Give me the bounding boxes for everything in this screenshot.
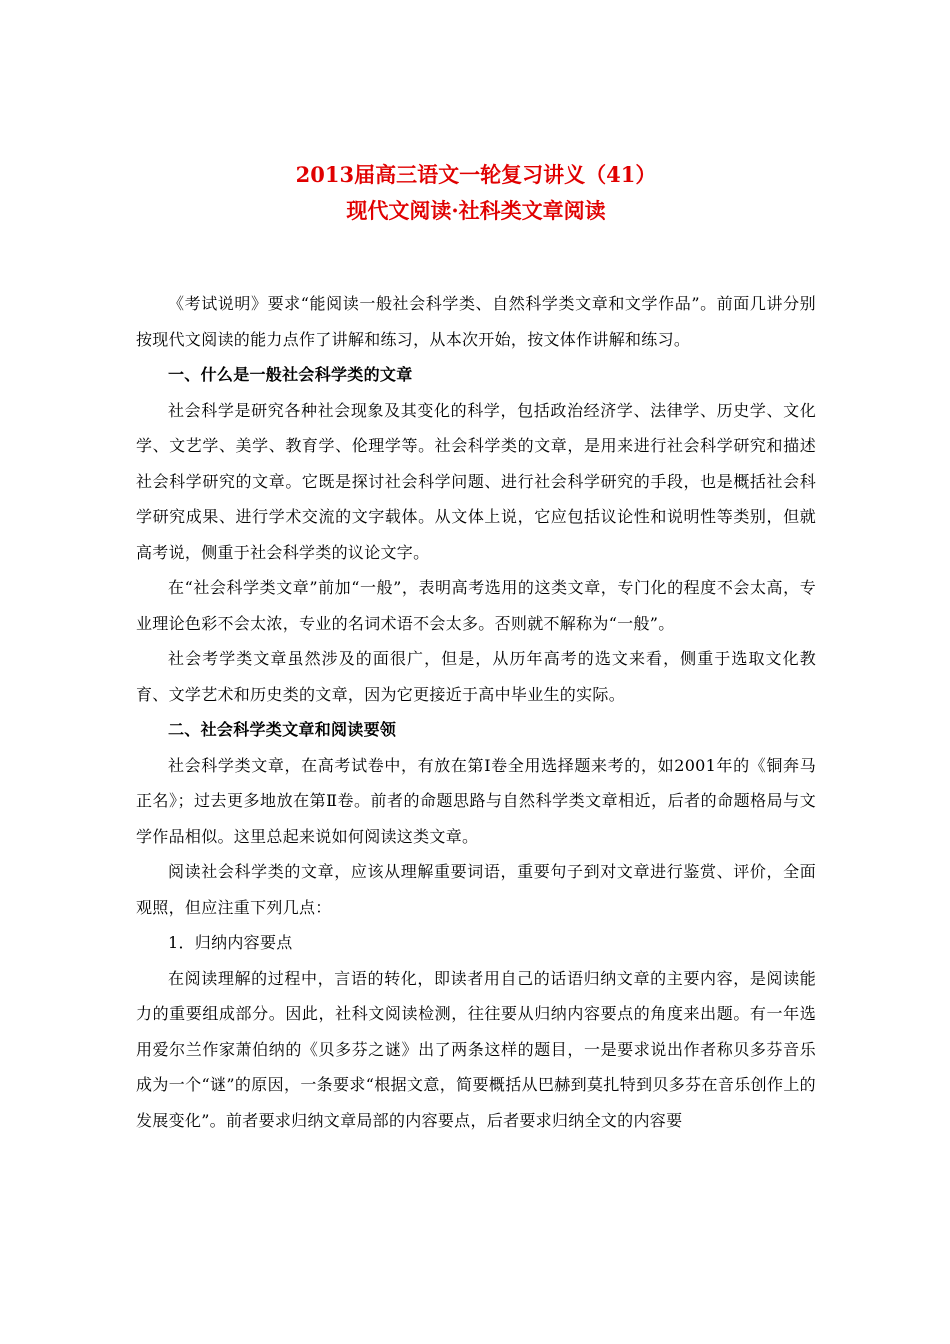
document-page [136,158,816,1138]
section-heading-2: 二、社会科学类文章和阅读要领 [168,720,397,739]
paragraph: 社会考学类文章虽然涉及的面很广，但是，从历年高考的选文来看，侧重于选取文化教育、文学艺术和历史类的文章，因为它更接近于高中毕业生的实际。 [136,649,816,704]
document-title-line2: 现代文阅读·社科类文章阅读 [346,198,606,223]
section-heading-1: 一、什么是一般社会科学类的文章 [168,365,413,384]
paragraph: 社会科学是研究各种社会现象及其变化的科学，包括政治经济学、法律学、历史学、文化学、文艺学、美学、教育学、伦理学等。社会科学类的文章，是用来进行社会科学研究和描述社会科学研究的文章。它既是探讨社会科学问题、进行社会科学研究的手段，也是概括社会科学研究成果、进行学术交流的文字载体。从文体上说，它应包括议论性和说明性等类别，但就高考说，侧重于社会科学类的议论文字。 [136,400,816,562]
paragraph: 社会科学类文章，在高考试卷中，有放在第Ⅰ卷全用选择题来考的，如2001年的《铜奔马正名》；过去更多地放在第Ⅱ卷。前者的命题思路与自然科学类文章相近，后者的命题格局与文学作品相似。这里总起来说如何阅读这类文章。 [136,755,816,846]
paragraph-intro: 《考试说明》要求“能阅读一般社会科学类、自然科学类文章和文学作品”。前面几讲分别按现代文阅读的能力点作了讲解和练习，从本次开始，按文体作讲解和练习。 [136,294,816,349]
paragraph: 在阅读理解的过程中，言语的转化，即读者用自己的话语归纳文章的主要内容，是阅读能力的重要组成部分。因此，社科文阅读检测，往往要从归纳内容要点的角度来出题。有一年选用爱尔兰作家萧伯纳的《贝多芬之谜》出了两条这样的题目，一是要求说出作者称贝多芬音乐成为一个“谜”的原因，一条要求“根据文意，简要概括从巴赫到莫扎特到贝多芬在音乐创作上的发展变化”。前者要求归纳文章局部的内容要点，后者要求归纳全文的内容要 [136,968,816,1130]
paragraph: 阅读社会科学类的文章，应该从理解重要词语，重要句子到对文章进行鉴赏、评价，全面观照，但应注重下列几点： [136,862,816,917]
subheading-1: 1．归纳内容要点 [168,933,293,952]
paragraph: 在“社会科学类文章”前加“一般”，表明高考选用的这类文章，专门化的程度不会太高，专业理论色彩不会太浓，专业的名词术语不会太多。否则就不解称为“一般”。 [136,578,816,633]
document-body [136,286,816,1138]
document-title-line1: 2013届高三语文一轮复习讲义（41） [295,162,657,187]
